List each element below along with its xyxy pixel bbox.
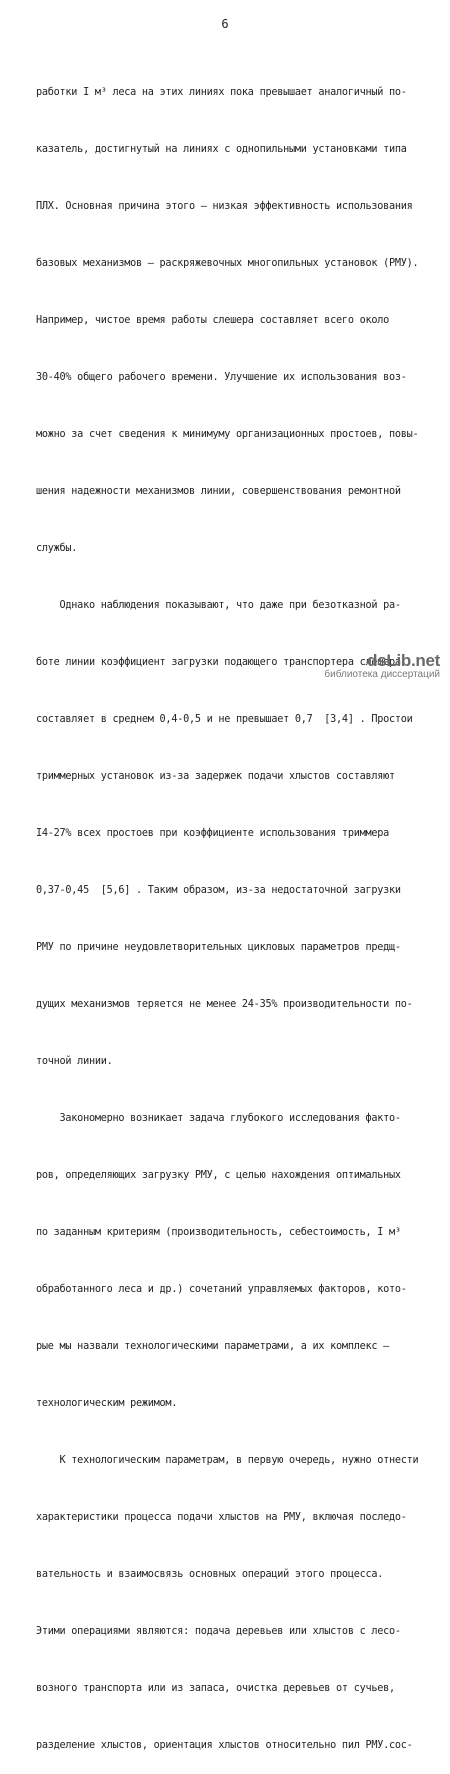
text-line: Этими операциями являются: подача деревьев или хлыстов с лесо- (36, 1626, 401, 1637)
text-line: технологическим режимом. (36, 1398, 178, 1409)
watermark-logo: dsLib.net (367, 651, 440, 670)
text-line: РМУ по причине неудовлетворительных цикловых параметров предщ- (36, 942, 401, 953)
text-line: характеристики процесса подачи хлыстов на РМУ, включая последо- (36, 1512, 407, 1523)
watermark[interactable] (324, 651, 440, 680)
text-line: вательность и взаимосвязь основных операций этого процесса. (36, 1569, 384, 1580)
text-line: работки I м³ леса на этих линиях пока превышает аналогичный по- (36, 87, 407, 98)
text-line: разделение хлыстов, ориентация хлыстов относительно пил РМУ.сос- (36, 1740, 413, 1751)
text-line: службы. (36, 543, 78, 554)
text-line: I4-27% всех простоев при коэффициенте использования триммера (36, 828, 390, 839)
text-line: боте линии коэффициент загрузки подающего транспортера слешера (36, 657, 401, 668)
text-line: обработанного леса и др.) сочетаний управляемых факторов, кото- (36, 1284, 407, 1295)
text-line: К технологическим параметрам, в первую очередь, нужно отнести (36, 1455, 419, 1466)
text-line: 0,37-0,45 [5,6] . Таким образом, из-за недостаточной загрузки (36, 885, 401, 896)
watermark-subtitle: библиотека диссертаций (324, 669, 440, 680)
text-line: возного транспорта или из запаса, очистка деревьев от сучьев, (36, 1683, 395, 1694)
text-line: Например, чистое время работы слешера составляет всего около (36, 315, 390, 326)
text-line: 30-40% общего рабочего времени. Улучшение их использования воз- (36, 372, 407, 383)
text-line: точной линии. (36, 1056, 113, 1067)
text-line: Однако наблюдения показывают, что даже при безотказной ра- (36, 600, 401, 611)
text-line: Закономерно возникает задача глубокого исследования факто- (36, 1113, 401, 1124)
text-line: дущих механизмов теряется не менее 24-35% производительности по- (36, 999, 413, 1010)
text-line: триммерных установок из-за задержек подачи хлыстов составляют (36, 771, 395, 782)
text-line: составляет в среднем 0,4-0,5 и не превышает 0,7 [3,4] . Простои (36, 714, 413, 725)
text-line: казатель, достигнутый на линиях с однопильными установками типа (36, 144, 407, 155)
text-line: базовых механизмов – раскряжевочных многопильных установок (РМУ). (36, 258, 419, 269)
text-line: можно за счет сведения к минимуму организационных простоев, повы- (36, 429, 419, 440)
text-line: шения надежности механизмов линии, совершенствования ремонтной (36, 486, 401, 497)
body-text (36, 45, 432, 1774)
text-line: ров, определяющих загрузку РМУ, с целью нахождения оптимальных (36, 1170, 401, 1181)
text-line: ПЛХ. Основная причина этого – низкая эффективность использования (36, 201, 413, 212)
text-line: рые мы назвали технологическими параметрами, а их комплекс – (36, 1341, 390, 1352)
text-line: по заданным критериям (производительность, себестоимость, I м³ (36, 1227, 401, 1238)
page-number: 6 (221, 17, 229, 31)
